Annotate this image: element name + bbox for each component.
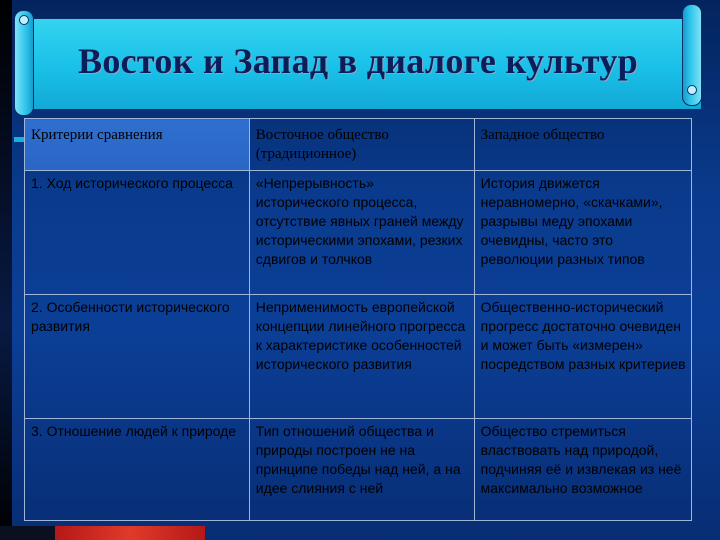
east-cell: «Непрерывность» исторического процесса, отсутствие явных граней между историческими эпохами, резких сдвигов и толчков [249, 171, 474, 295]
header-cell-west: Западное общество [474, 119, 691, 171]
table-header-row [25, 119, 692, 171]
criterion-cell: 3. Отношение людей к природе [25, 419, 250, 521]
west-cell: Общество стремиться властвовать над природой, подчиняя её и извлекая из неё максимально возможное [474, 419, 691, 521]
title-scroll-banner [14, 10, 702, 108]
east-cell: Тип отношений общества и природы построен не на принципе победы над ней, а на идее слияния с ней [249, 419, 474, 521]
table-row [25, 419, 692, 521]
comparison-table [24, 118, 692, 521]
header-cell-criteria: Критерии сравнения [25, 119, 250, 171]
criterion-cell: 2. Особенности исторического развития [25, 295, 250, 419]
table-row [25, 171, 692, 295]
table-row [25, 295, 692, 419]
criterion-cell: 1. Ход исторического процесса [25, 171, 250, 295]
bottom-red-accent [55, 526, 205, 540]
west-cell: Общественно-исторический прогресс достаточно очевиден и может быть «измерен» посредством разных критериев [474, 295, 691, 419]
bottom-dark-block [0, 526, 55, 540]
east-cell: Неприменимость европейской концепции линейного прогресса к характеристике особенностей исторического развития [249, 295, 474, 419]
slide-title: Восток и Запад в диалоге культур [78, 41, 638, 81]
header-cell-east: Восточное общество (традиционное) [249, 119, 474, 171]
scroll-curl-icon [19, 15, 29, 25]
west-cell: История движется неравномерно, «скачками», разрывы меду эпохами очевидны, часто это революции разных типов [474, 171, 691, 295]
scroll-curl-icon [687, 85, 697, 95]
left-decor-stripe [0, 0, 12, 540]
